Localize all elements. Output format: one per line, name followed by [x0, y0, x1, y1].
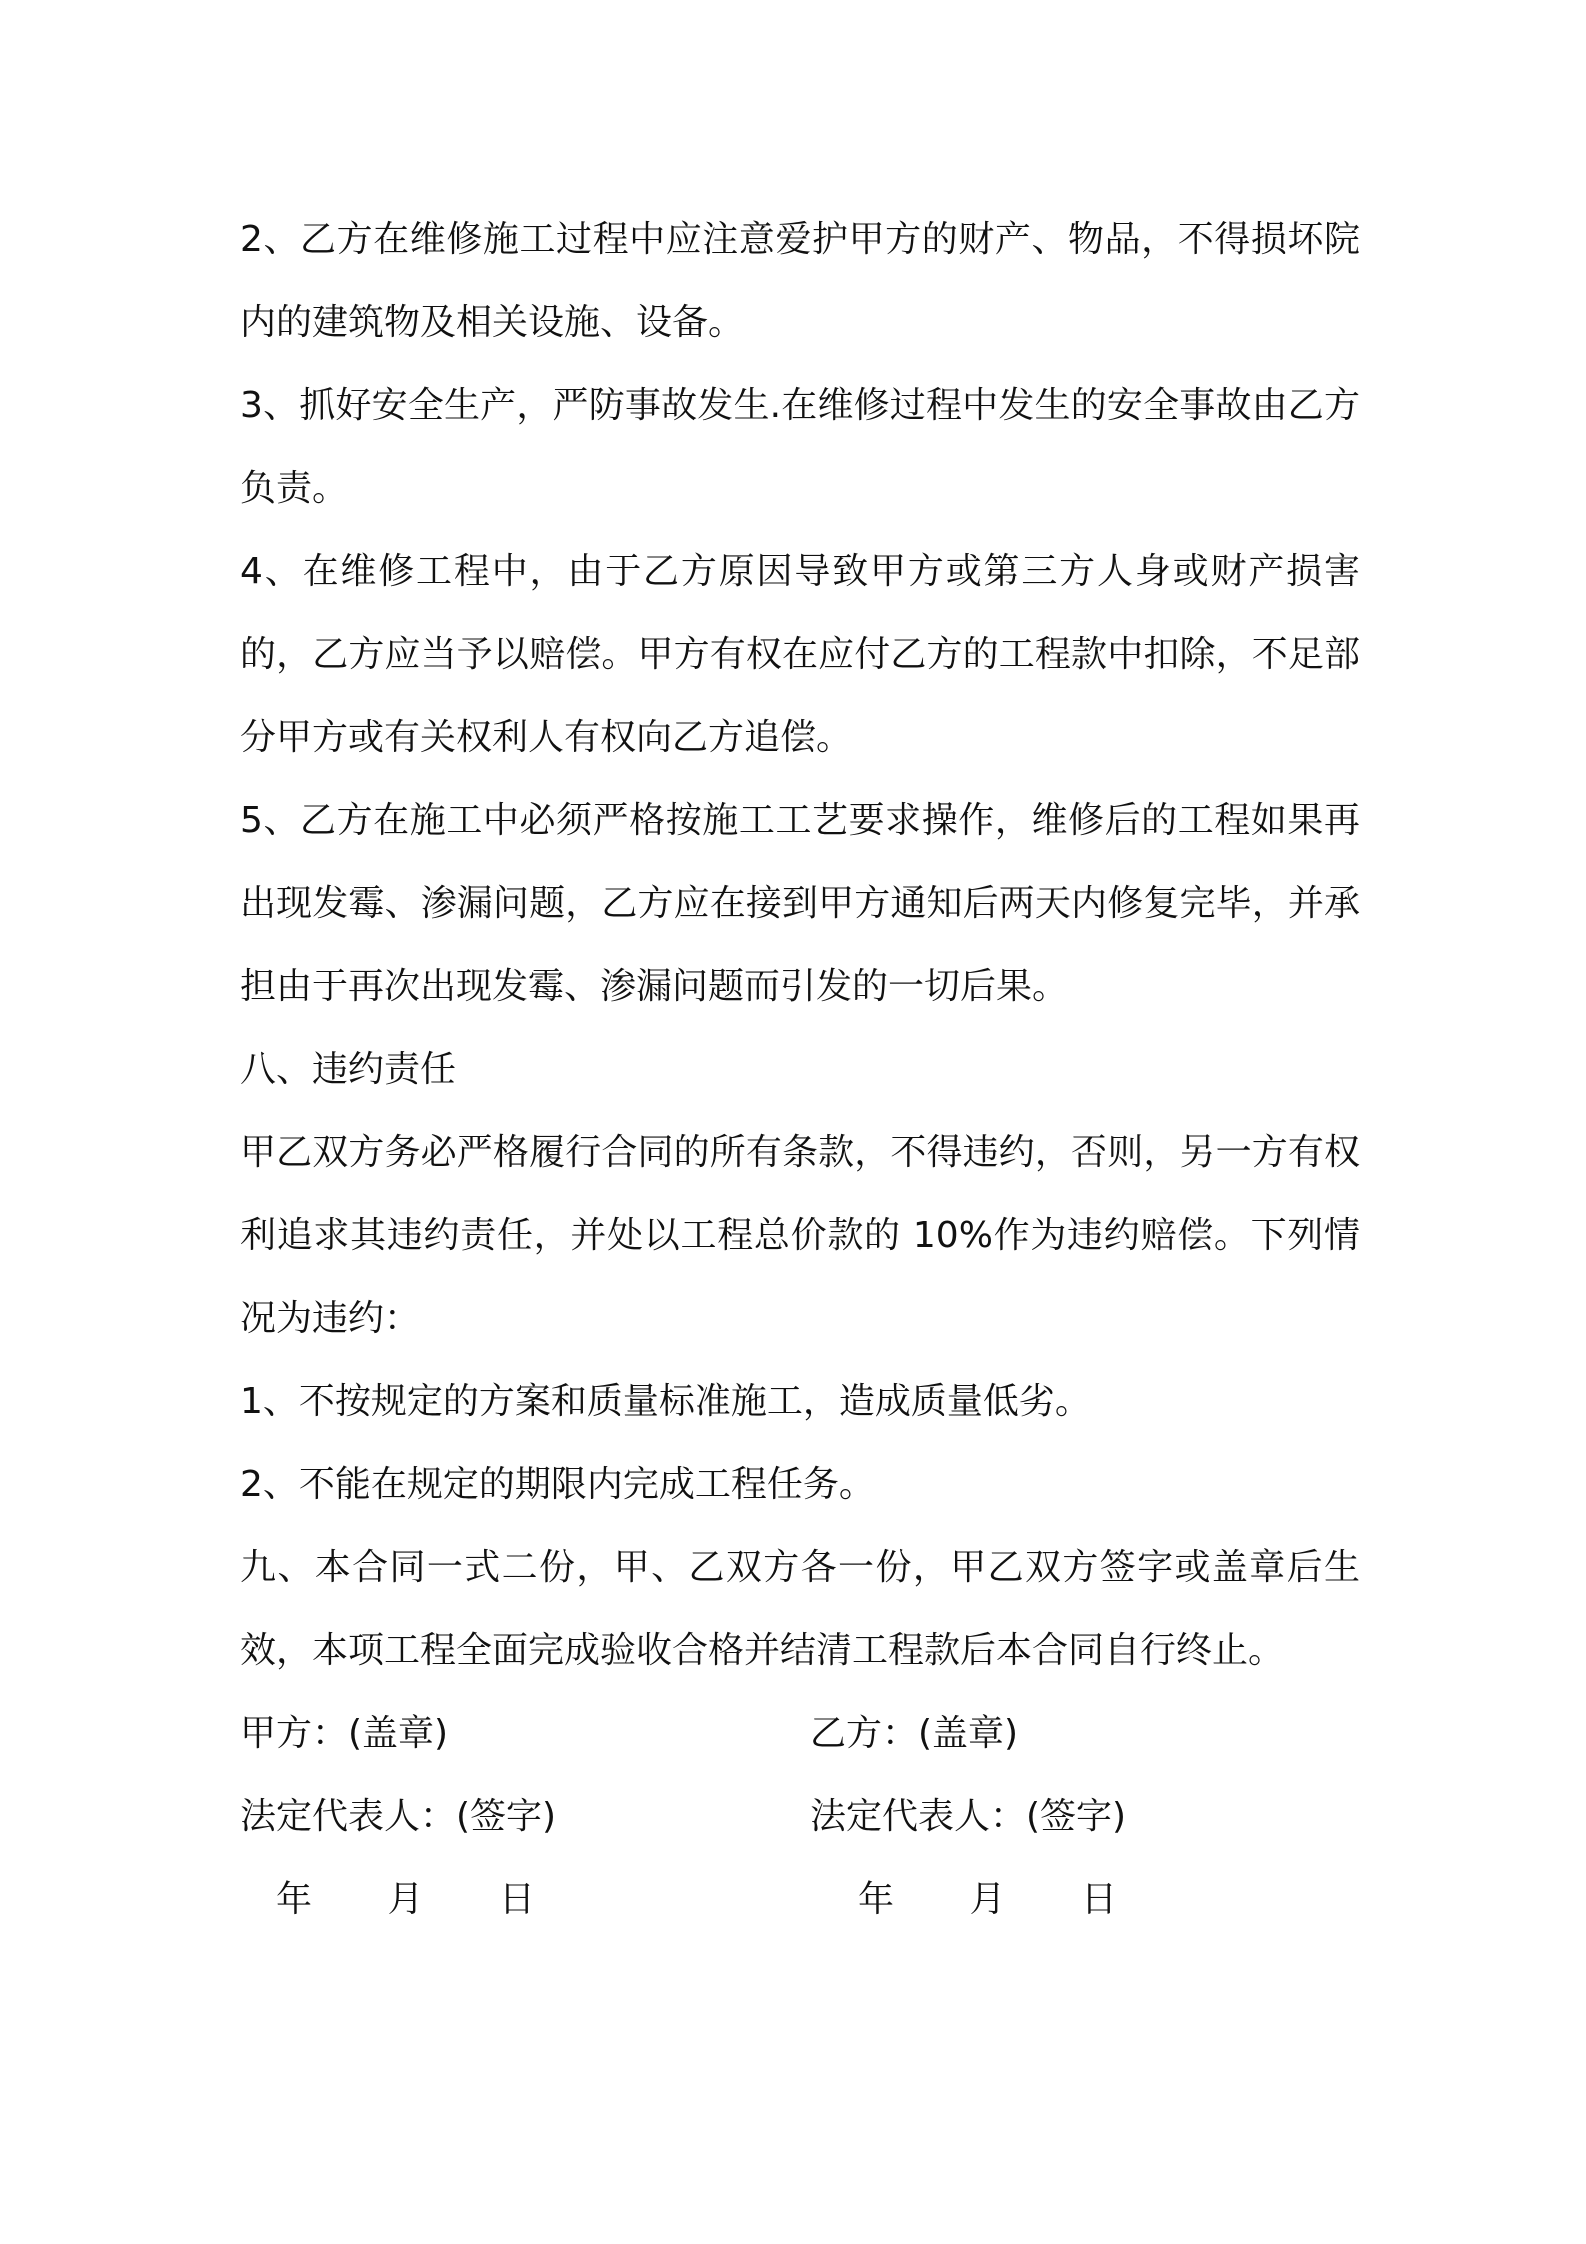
contract-page-content: [240, 198, 1360, 1941]
party-b-date-month: 月: [969, 1879, 1006, 1920]
party-a-date-day: 日: [498, 1879, 535, 1920]
party-b-date-day: 日: [1080, 1879, 1117, 1920]
representative-row: [240, 1775, 1360, 1858]
clause-2-property-care: 2、乙方在维修施工过程中应注意爱护甲方的财产、物品，不得损坏院内的建筑物及相关设施、设备。: [240, 219, 1360, 343]
clause-3-safety: 3、抓好安全生产，严防事故发生.在维修过程中发生的安全事故由乙方负责。: [240, 385, 1360, 509]
party-a-date: [240, 1858, 810, 1941]
party-seal-row: [240, 1692, 1360, 1775]
section-9-copies: 九、本合同一式二份，甲、乙双方各一份，甲乙双方签字或盖章后生效，本项工程全面完成验收合格并结清工程款后本合同自行终止。: [240, 1547, 1360, 1671]
breach-item-1: 1、不按规定的方案和质量标准施工，造成质量低劣。: [240, 1381, 1091, 1422]
party-b-seal: 乙方：(盖章): [810, 1713, 1019, 1754]
party-b-date-year: 年: [858, 1879, 895, 1920]
party-a-seal: 甲方：(盖章): [240, 1713, 449, 1754]
clause-4-compensation: 4、在维修工程中，由于乙方原因导致甲方或第三方人身或财产损害的，乙方应当予以赔偿。甲方有权在应付乙方的工程款中扣除，不足部分甲方或有关权利人有权向乙方追偿。: [240, 551, 1360, 758]
party-a-date-month: 月: [387, 1879, 424, 1920]
date-row: [240, 1858, 1360, 1941]
section-8-body: 甲乙双方务必严格履行合同的所有条款，不得违约，否则，另一方有权利追求其违约责任，并处以工程总价款的 10%作为违约赔偿。下列情况为违约：: [240, 1132, 1360, 1339]
party-a-representative: 法定代表人：(签字): [240, 1796, 557, 1837]
clause-5-repair-quality: 5、乙方在施工中必须严格按施工工艺要求操作，维修后的工程如果再出现发霉、渗漏问题，乙方应在接到甲方通知后两天内修复完毕，并承担由于再次出现发霉、渗漏问题而引发的一切后果。: [240, 800, 1360, 1007]
party-b-date: [810, 1858, 1360, 1941]
party-b-representative: 法定代表人：(签字): [810, 1796, 1127, 1837]
section-8-heading: 八、违约责任: [240, 1049, 457, 1090]
party-a-date-year: 年: [276, 1879, 313, 1920]
breach-item-2: 2、不能在规定的期限内完成工程任务。: [240, 1464, 875, 1505]
